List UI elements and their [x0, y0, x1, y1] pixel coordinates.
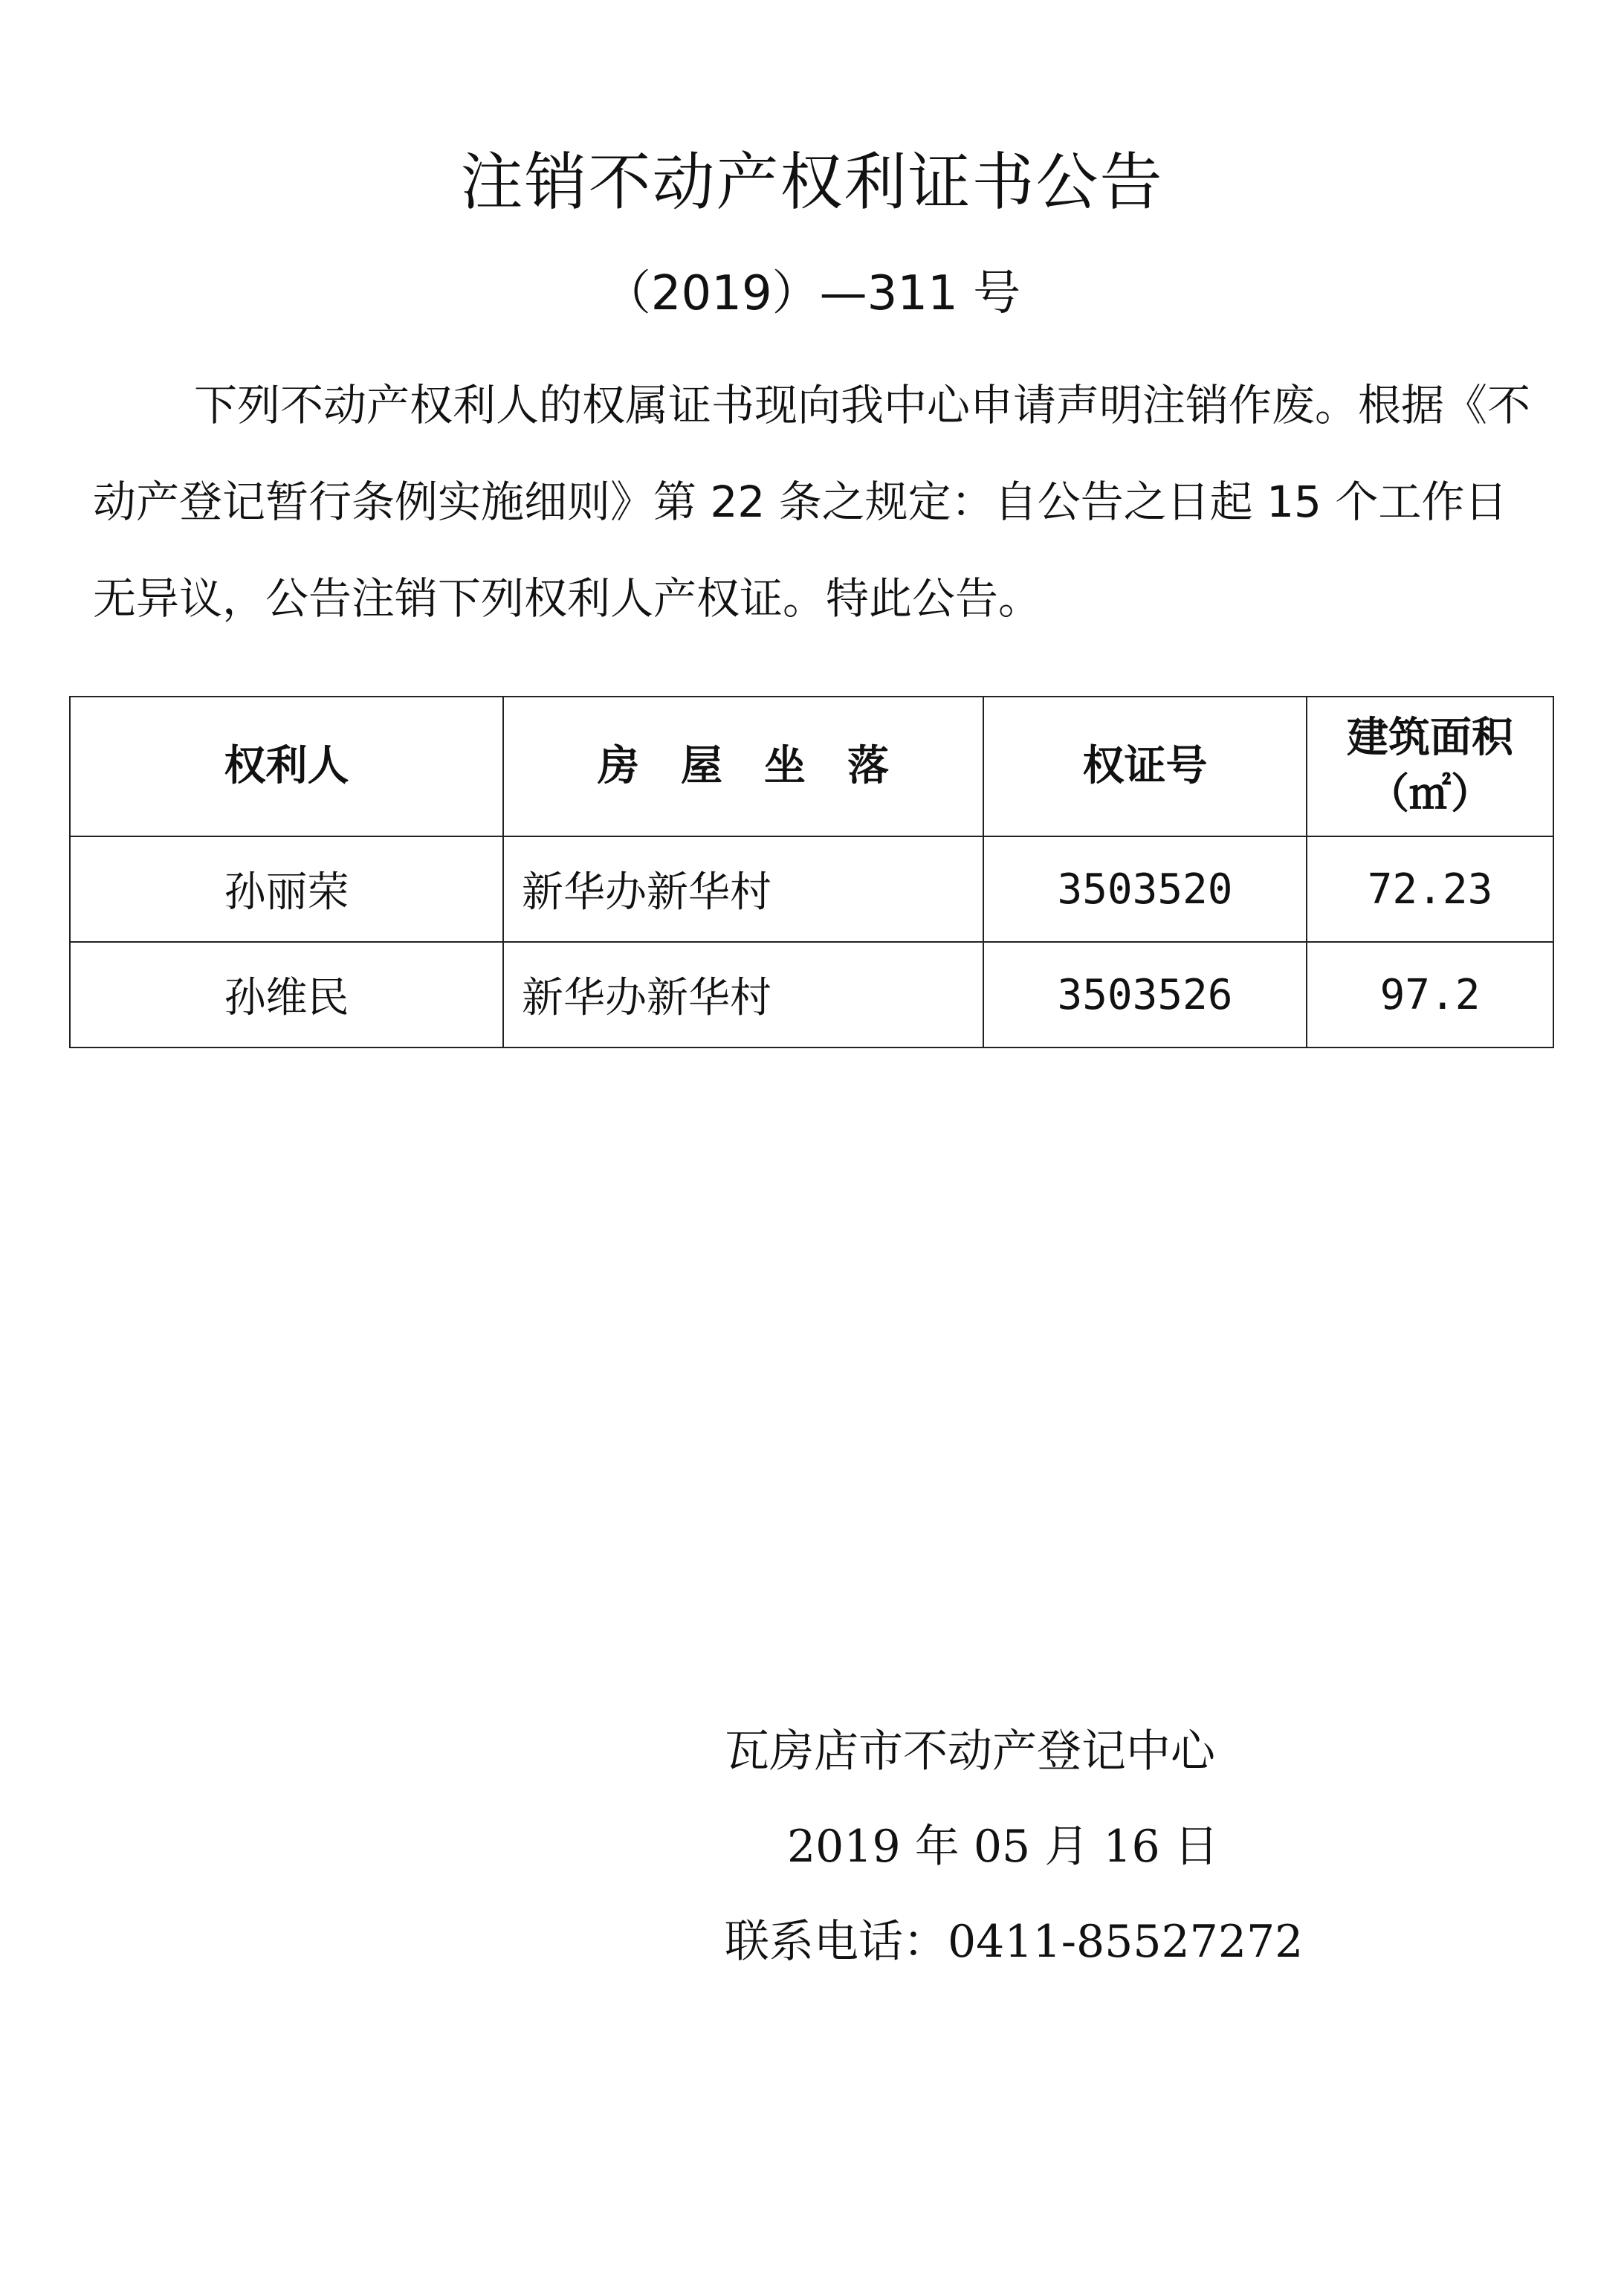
- header-area-unit: （㎡）: [1368, 770, 1492, 819]
- header-area: [1307, 697, 1553, 836]
- notice-title: 注销不动产权利证书公告: [460, 146, 1164, 219]
- notice-footer: [725, 1704, 1303, 1989]
- header-certificate: 权证号: [983, 697, 1307, 836]
- issuer-name: 瓦房店市不动产登记中心: [725, 1726, 1215, 1778]
- cell-location: 新华办新华村: [503, 836, 983, 942]
- header-area-label: 建筑面积: [1347, 714, 1513, 762]
- cell-certificate: 3503520: [983, 836, 1307, 942]
- certificate-table: [69, 696, 1554, 1048]
- table-row: [70, 836, 1553, 942]
- notice-body: 下列不动产权利人的权属证书现向我中心申请声明注销作废。根据《不动产登记暂行条例实施细则》第 22 条之规定：自公告之日起 15 个工作日无异议，公告注销下列权利人产权证。特此公告。: [93, 380, 1531, 624]
- table-row: [70, 942, 1553, 1047]
- header-owner: 权利人: [70, 697, 503, 836]
- cell-location: 新华办新华村: [503, 942, 983, 1047]
- contact-phone: 联系电话：0411-85527272: [725, 1916, 1304, 1968]
- notice-number: （2019）—311 号: [603, 266, 1021, 321]
- issue-date: 2019 年 05 月 16 日: [787, 1821, 1219, 1873]
- cell-owner: 孙丽荣: [70, 836, 503, 942]
- cell-certificate: 3503526: [983, 942, 1307, 1047]
- header-location: 房屋坐落: [503, 697, 983, 836]
- table-header-row: [70, 697, 1553, 836]
- cell-owner: 孙维民: [70, 942, 503, 1047]
- cell-area: 72.23: [1307, 836, 1553, 942]
- cell-area: 97.2: [1307, 942, 1553, 1047]
